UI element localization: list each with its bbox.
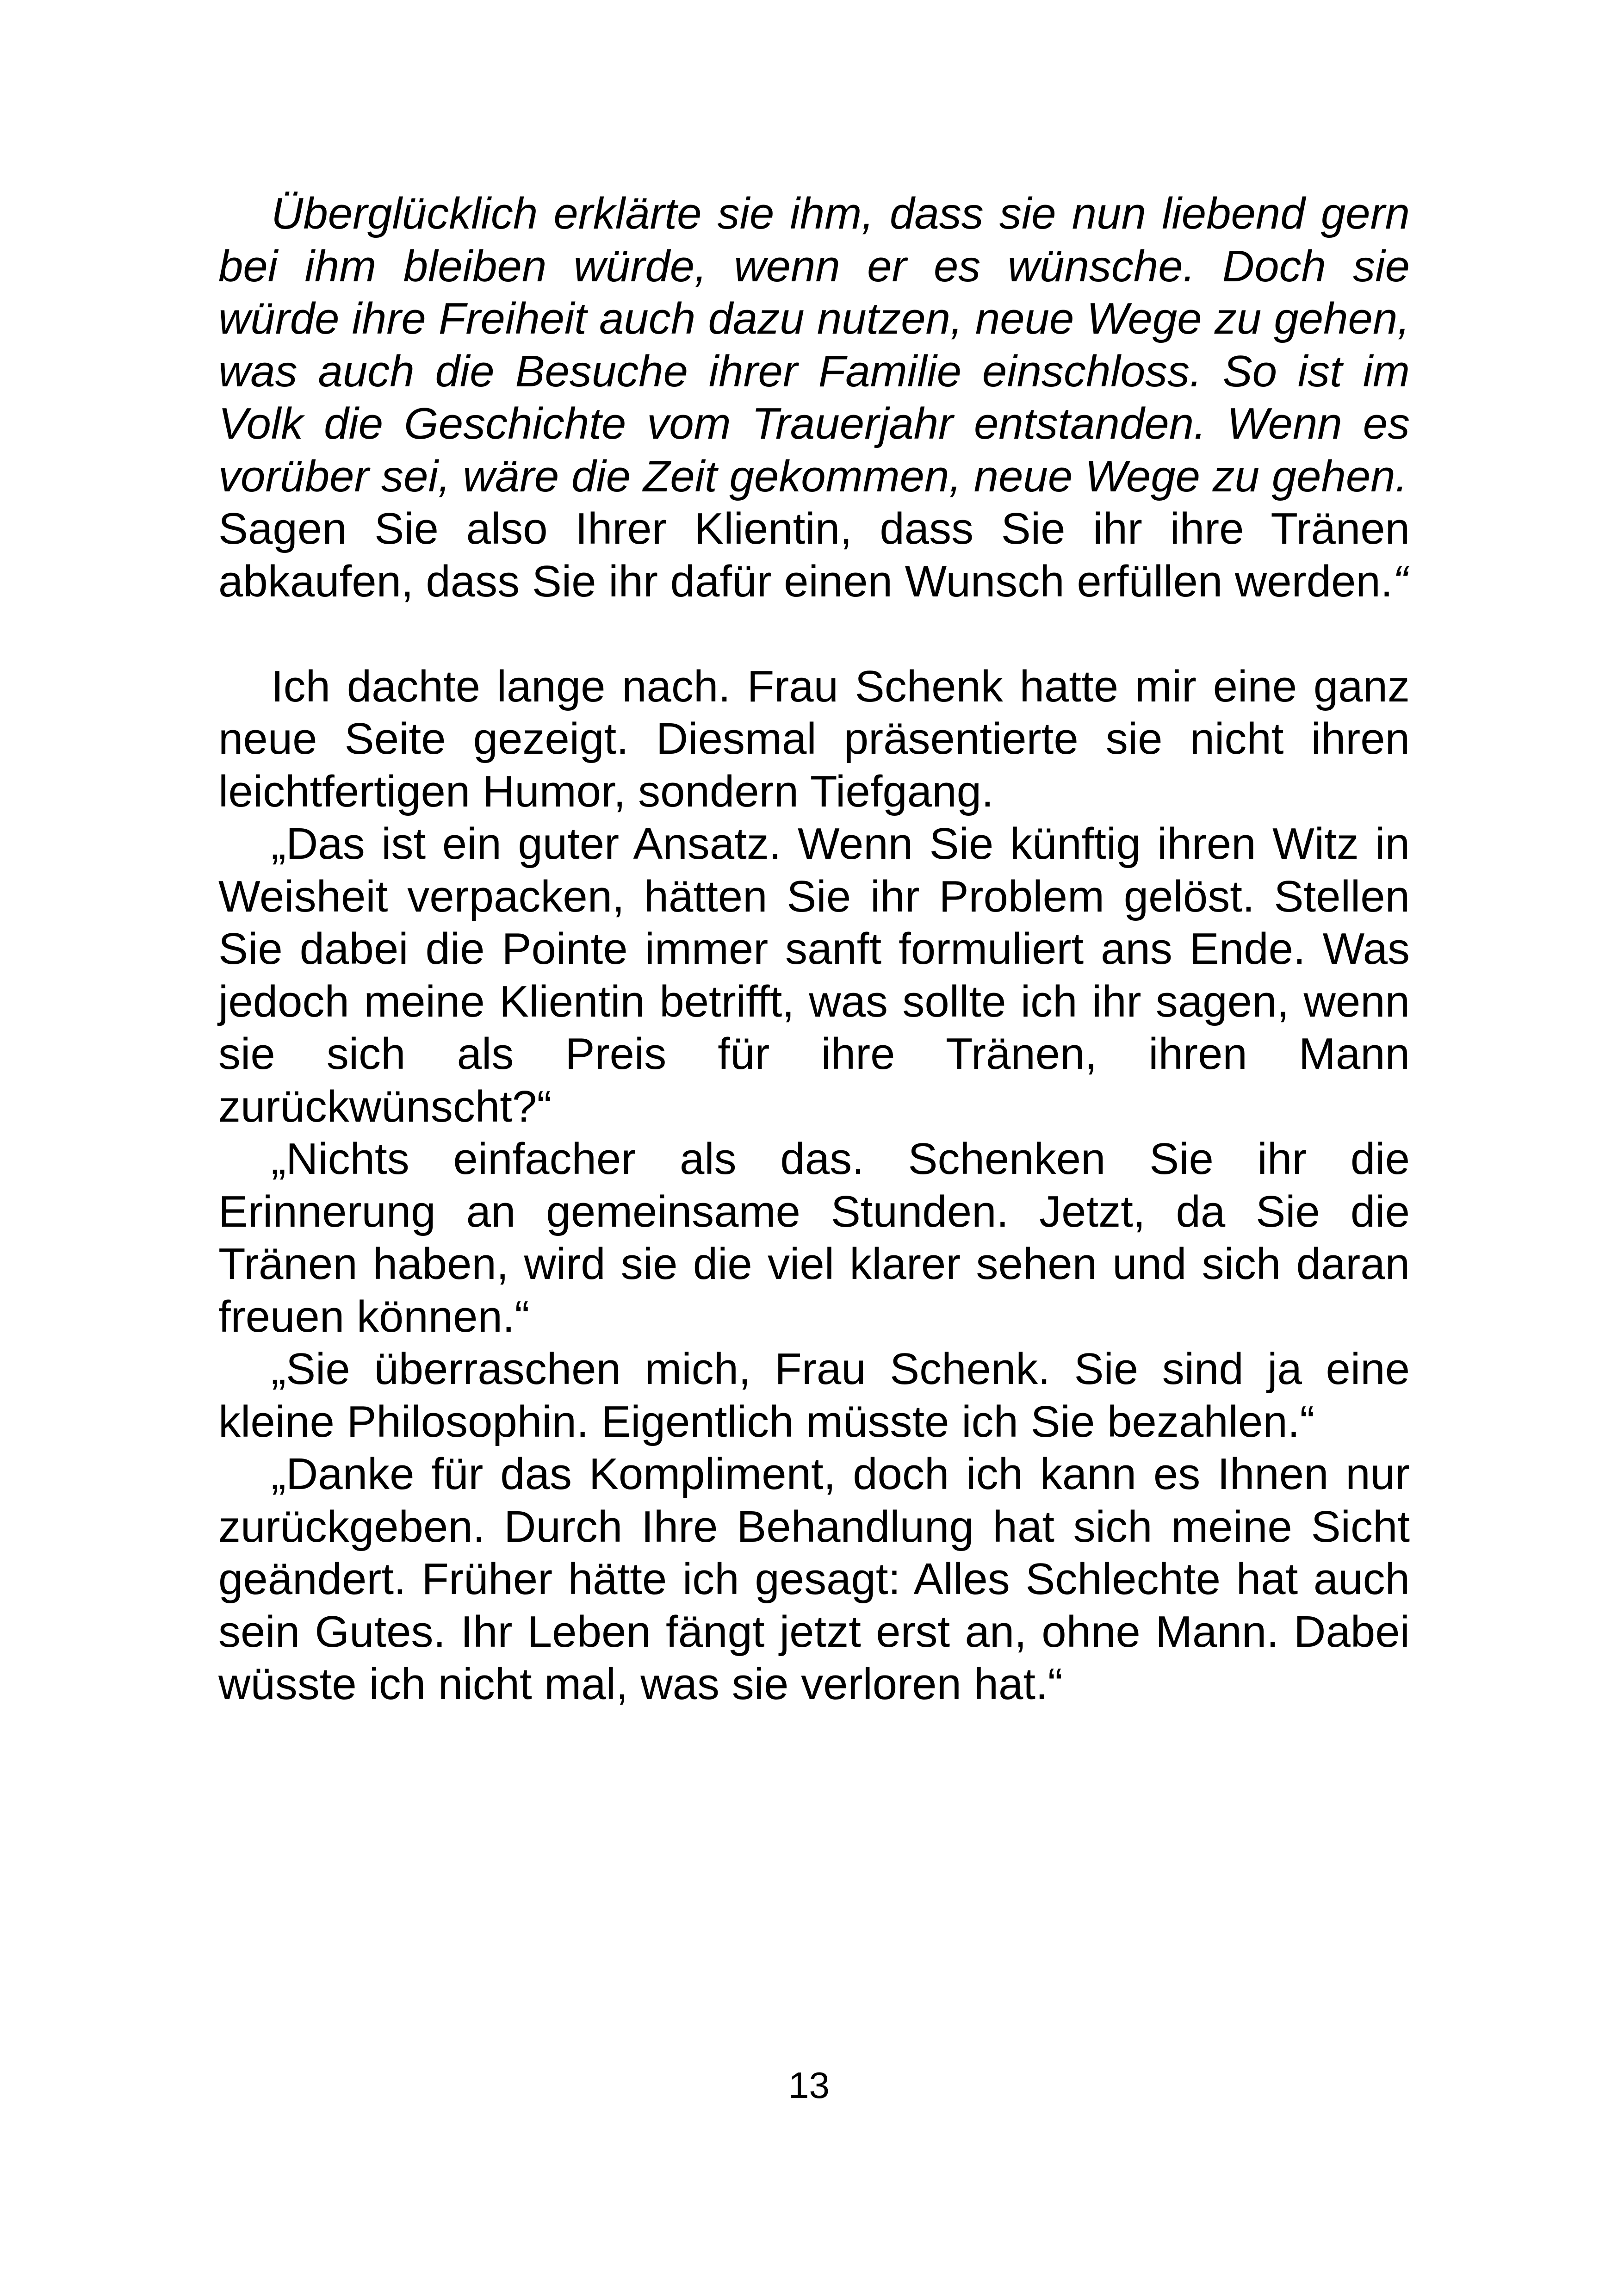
paragraph-advice-text: Sagen Sie also Ihrer Klientin, dass Sie ihr ihre Tränen abkaufen, dass Sie ihr dafür einen Wunsch erfüllen werden. <box>218 504 1410 606</box>
paragraph-narration: Ich dachte lange nach. Frau Schenk hatte mir eine ganz neue Seite gezeigt. Diesmal präsentierte sie nicht ihren leichtfertigen Humor, sondern Tiefgang. <box>218 661 1410 816</box>
paragraph-dialogue-2: „Nichts einfacher als das. Schenken Sie ihr die Erinnerung an gemeinsame Stunden. Jetzt, da Sie die Tränen haben, wird sie die viel klarer sehen und sich daran freuen können.“ <box>218 1134 1410 1341</box>
paragraph-dialogue-3: „Sie überraschen mich, Frau Schenk. Sie sind ja eine kleine Philosophin. Eigentlich müsste ich Sie bezahlen.“ <box>218 1344 1410 1446</box>
paragraph-advice <box>218 503 1410 608</box>
paragraph-gap <box>218 608 1410 660</box>
paragraph-italic-story: Überglücklich erklärte sie ihm, dass sie nun liebend gern bei ihm bleiben würde, wenn er es wünsche. Doch sie würde ihre Freiheit auch dazu nutzen, neue Wege zu gehen, was auch die Besuche ihrer Familie einschloss. So ist im Volk die Geschichte vom Trauerjahr entstanden. Wenn es vorüber sei, wäre die Zeit gekommen, neue Wege zu gehen. <box>218 189 1410 501</box>
page-body <box>218 187 1410 1711</box>
page-number: 13 <box>788 2065 830 2106</box>
closing-quote-mark: “ <box>1393 556 1408 606</box>
paragraph-dialogue-1: „Das ist ein guter Ansatz. Wenn Sie künftig ihren Witz in Weisheit verpacken, hätten Sie ihr Problem gelöst. Stellen Sie dabei die Pointe immer sanft formuliert ans Ende. Was jedoch meine Klientin betrifft, was sollte ich ihr sagen, wenn sie sich als Preis für ihre Tränen, ihren Mann zurückwünscht?“ <box>218 819 1410 1131</box>
paragraph-dialogue-4: „Danke für das Kompliment, doch ich kann es Ihnen nur zurückgeben. Durch Ihre Behandlung hat sich meine Sicht geändert. Früher hätte ich gesagt: Alles Schlechte hat auch sein Gutes. Ihr Leben fängt jetzt erst an, ohne Mann. Dabei wüsste ich nicht mal, was sie verloren hat.“ <box>218 1449 1410 1709</box>
